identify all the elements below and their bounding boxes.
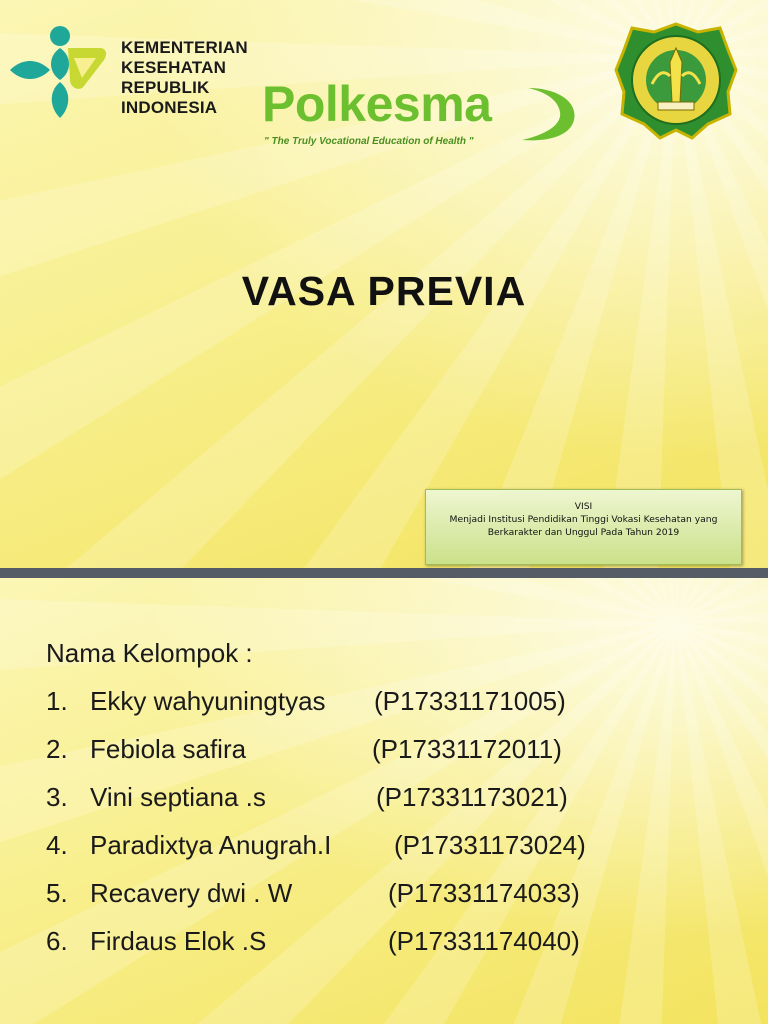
member-item <box>46 830 746 878</box>
members-slide <box>0 578 768 1024</box>
member-name: Vini septiana .s <box>90 782 266 812</box>
member-item <box>46 926 746 974</box>
institution-line: INDONESIA <box>121 98 218 117</box>
visi-box <box>425 489 742 565</box>
member-section <box>46 638 746 974</box>
member-nim: (P17331173024) <box>394 830 586 860</box>
institution-line: KEMENTERIAN <box>121 38 248 57</box>
member-heading: Nama Kelompok : <box>46 638 253 668</box>
member-number: 5. <box>46 878 68 908</box>
kemenkes-logo <box>8 22 248 122</box>
member-nim: (P17331172011) <box>372 734 562 764</box>
member-nim: (P17331171005) <box>374 686 566 716</box>
visi-text-line: Menjadi Institusi Pendidikan Tinggi Vokasi Kesehatan yang <box>449 514 718 525</box>
brand-tagline: " The Truly Vocational Education of Health " <box>264 136 474 147</box>
member-nim: (P17331173021) <box>376 782 568 812</box>
brand-name: Polkesma <box>262 76 492 132</box>
member-number: 4. <box>46 830 68 860</box>
member-item <box>46 686 746 734</box>
institution-line: KESEHATAN <box>121 58 227 77</box>
polkesma-logo <box>258 74 588 154</box>
member-item <box>46 782 746 830</box>
institution-line: REPUBLIK <box>121 78 210 97</box>
presentation-title: VASA PREVIA <box>241 268 527 314</box>
institution-name <box>121 38 248 118</box>
kemenkes-emblem-icon <box>8 22 108 122</box>
member-number: 3. <box>46 782 68 812</box>
member-item <box>46 734 746 782</box>
visi-heading: VISI <box>574 501 593 512</box>
member-list <box>46 686 746 974</box>
swoosh-icon <box>498 84 582 144</box>
visi-text-line: Berkarakter dan Unggul Pada Tahun 2019 <box>487 527 680 538</box>
member-nim: (P17331174033) <box>388 878 580 908</box>
member-number: 1. <box>46 686 68 716</box>
member-number: 2. <box>46 734 68 764</box>
member-name: Recavery dwi . W <box>90 878 293 908</box>
member-number: 6. <box>46 926 68 956</box>
member-nim: (P17331174040) <box>388 926 580 956</box>
member-item <box>46 878 746 926</box>
member-name: Ekky wahyuningtyas <box>90 686 326 716</box>
member-name: Febiola safira <box>90 734 247 764</box>
member-name: Paradixtya Anugrah.I <box>90 830 332 860</box>
polkesma-seal-icon <box>614 22 738 140</box>
member-name: Firdaus Elok .S <box>90 926 267 956</box>
